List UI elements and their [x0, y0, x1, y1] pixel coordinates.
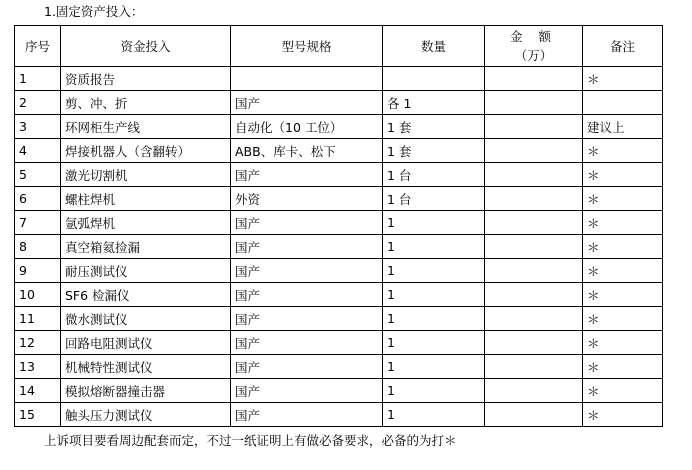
- table-header-row: [15, 26, 663, 67]
- column-header-amount-line1: 金 额: [510, 29, 557, 44]
- cell-spec: 自动化（10 工位）: [231, 115, 383, 139]
- cell-qty: 1: [383, 211, 485, 235]
- cell-spec: 国产: [231, 91, 383, 115]
- cell-item: SF6 检漏仪: [61, 283, 231, 307]
- cell-remark: 建议上: [583, 115, 663, 139]
- cell-spec: 国产: [231, 211, 383, 235]
- table-row: [15, 91, 663, 115]
- cell-amount: [485, 235, 583, 259]
- cell-spec: 国产: [231, 163, 383, 187]
- cell-item: 机械特性测试仪: [61, 355, 231, 379]
- table-row: [15, 163, 663, 187]
- cell-qty: 1: [383, 235, 485, 259]
- cell-item: 激光切割机: [61, 163, 231, 187]
- cell-amount: [485, 211, 583, 235]
- cell-qty: 1 套: [383, 115, 485, 139]
- cell-qty: 1: [383, 355, 485, 379]
- cell-amount: [485, 331, 583, 355]
- table-body: [15, 67, 663, 427]
- cell-item: 耐压测试仪: [61, 259, 231, 283]
- cell-amount: [485, 307, 583, 331]
- cell-spec: 国产: [231, 235, 383, 259]
- table-row: [15, 235, 663, 259]
- cell-remark: ＊: [583, 331, 663, 355]
- column-header-spec: 型号规格: [231, 26, 383, 67]
- cell-remark: ＊: [583, 67, 663, 91]
- cell-qty: 1 台: [383, 163, 485, 187]
- cell-spec: 国产: [231, 403, 383, 427]
- cell-no: 10: [15, 283, 61, 307]
- cell-remark: ＊: [583, 283, 663, 307]
- cell-remark: ＊: [583, 379, 663, 403]
- cell-no: 14: [15, 379, 61, 403]
- table-row: [15, 67, 663, 91]
- cell-item: 触头压力测试仪: [61, 403, 231, 427]
- cell-spec: 国产: [231, 259, 383, 283]
- cell-item: 氩弧焊机: [61, 211, 231, 235]
- cell-remark: ＊: [583, 259, 663, 283]
- cell-no: 5: [15, 163, 61, 187]
- table-row: [15, 307, 663, 331]
- cell-no: 6: [15, 187, 61, 211]
- cell-remark: ＊: [583, 355, 663, 379]
- cell-spec: 国产: [231, 307, 383, 331]
- cell-amount: [485, 163, 583, 187]
- cell-amount: [485, 259, 583, 283]
- cell-amount: [485, 187, 583, 211]
- cell-no: 2: [15, 91, 61, 115]
- cell-spec: 国产: [231, 331, 383, 355]
- cell-spec: 外资: [231, 187, 383, 211]
- cell-amount: [485, 115, 583, 139]
- table-row: [15, 283, 663, 307]
- cell-no: 11: [15, 307, 61, 331]
- cell-item: 真空箱氦捡漏: [61, 235, 231, 259]
- cell-item: 微水测试仪: [61, 307, 231, 331]
- cell-remark: ＊: [583, 307, 663, 331]
- cell-no: 13: [15, 355, 61, 379]
- table-row: [15, 115, 663, 139]
- cell-qty: 1: [383, 379, 485, 403]
- cell-qty: 各 1: [383, 91, 485, 115]
- cell-qty: [383, 67, 485, 91]
- table-row: [15, 187, 663, 211]
- column-header-amount-line2: （万）: [514, 48, 553, 63]
- cell-item: 焊接机器人（含翻转）: [61, 139, 231, 163]
- cell-amount: [485, 379, 583, 403]
- cell-amount: [485, 355, 583, 379]
- column-header-item: 资金投入: [61, 26, 231, 67]
- cell-item: 环网柜生产线: [61, 115, 231, 139]
- table-row: [15, 355, 663, 379]
- cell-remark: ＊: [583, 403, 663, 427]
- cell-spec: 国产: [231, 283, 383, 307]
- fixed-assets-table: [14, 25, 663, 427]
- cell-spec: [231, 67, 383, 91]
- section-heading: 1.固定资产投入：: [44, 4, 144, 19]
- cell-amount: [485, 91, 583, 115]
- cell-qty: 1: [383, 283, 485, 307]
- table-row: [15, 379, 663, 403]
- cell-no: 7: [15, 211, 61, 235]
- column-header-remark: 备注: [583, 26, 663, 67]
- cell-qty: 1: [383, 259, 485, 283]
- table-row: [15, 139, 663, 163]
- cell-no: 9: [15, 259, 61, 283]
- cell-item: 资质报告: [61, 67, 231, 91]
- cell-qty: 1: [383, 331, 485, 355]
- cell-qty: 1 台: [383, 187, 485, 211]
- cell-qty: 1: [383, 307, 485, 331]
- cell-item: 剪、冲、折: [61, 91, 231, 115]
- table-row: [15, 403, 663, 427]
- cell-remark: ＊: [583, 163, 663, 187]
- table-header: [15, 26, 663, 67]
- cell-no: 1: [15, 67, 61, 91]
- cell-qty: 1: [383, 403, 485, 427]
- cell-amount: [485, 139, 583, 163]
- cell-item: 回路电阻测试仪: [61, 331, 231, 355]
- cell-spec: 国产: [231, 379, 383, 403]
- cell-no: 12: [15, 331, 61, 355]
- cell-no: 4: [15, 139, 61, 163]
- cell-item: 螺柱焊机: [61, 187, 231, 211]
- column-header-amount: [485, 26, 583, 67]
- cell-remark: [583, 91, 663, 115]
- cell-spec: 国产: [231, 355, 383, 379]
- table-row: [15, 331, 663, 355]
- cell-amount: [485, 67, 583, 91]
- cell-amount: [485, 403, 583, 427]
- cell-remark: ＊: [583, 211, 663, 235]
- table-row: [15, 211, 663, 235]
- cell-remark: ＊: [583, 235, 663, 259]
- cell-no: 8: [15, 235, 61, 259]
- cell-no: 15: [15, 403, 61, 427]
- cell-spec: ABB、库卡、松下: [231, 139, 383, 163]
- column-header-qty: 数量: [383, 26, 485, 67]
- column-header-no: 序号: [15, 26, 61, 67]
- cell-remark: ＊: [583, 139, 663, 163]
- cell-amount: [485, 283, 583, 307]
- table-row: [15, 259, 663, 283]
- footer-note: 上诉项目要看周边配套而定，不过一纸证明上有做必备要求，必备的为打＊: [44, 433, 457, 448]
- cell-item: 模拟熔断器撞击器: [61, 379, 231, 403]
- cell-qty: 1 套: [383, 139, 485, 163]
- cell-remark: ＊: [583, 187, 663, 211]
- cell-no: 3: [15, 115, 61, 139]
